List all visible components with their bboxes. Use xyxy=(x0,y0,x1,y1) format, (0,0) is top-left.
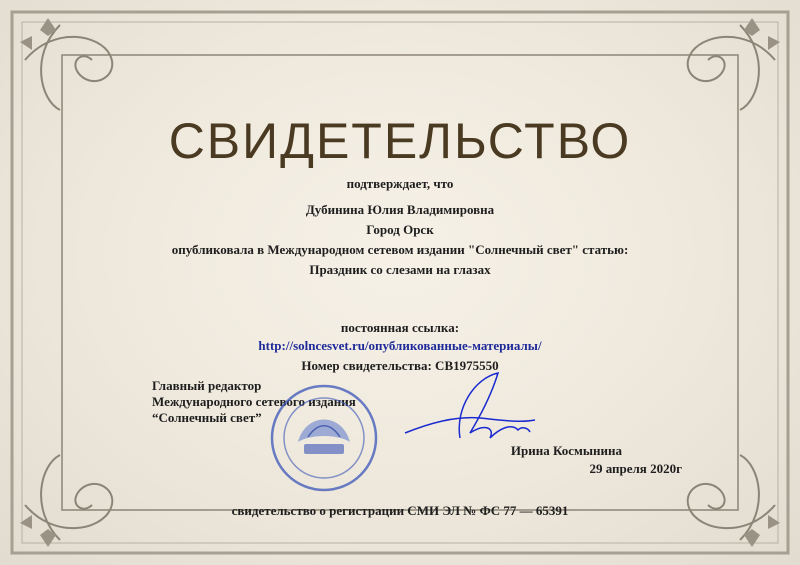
editor-title-line3: “Солнечный свет” xyxy=(152,410,262,425)
published-statement: опубликовала в Международном сетевом издании "Солнечный свет" статью: xyxy=(171,242,629,257)
certificate-title: СВИДЕТЕЛЬСТВО xyxy=(168,113,632,169)
signature-mark xyxy=(400,368,540,448)
editor-title-line2: Международного сетевого издания xyxy=(152,394,356,409)
publication-stamp xyxy=(268,382,380,494)
certificate-number: Номер свидетельства: СВ1975550 xyxy=(301,358,499,373)
article-title: Праздник со слезами на глазах xyxy=(309,262,491,277)
recipient-city: Город Орск xyxy=(366,222,434,237)
editor-title-line1: Главный редактор xyxy=(152,378,262,393)
issue-date: 29 апреля 2020г xyxy=(589,461,682,476)
permalink-url[interactable]: http://solncesvet.ru/опубликованные-материалы/ xyxy=(258,338,542,353)
recipient-name: Дубинина Юлия Владимировна xyxy=(305,202,495,217)
confirms-text: подтверждает, что xyxy=(346,176,454,191)
permalink-label: постоянная ссылка: xyxy=(340,320,460,335)
signer-name: Ирина Космынина xyxy=(510,443,622,458)
registration-text: свидетельство о регистрации СМИ ЭЛ № ФС 77 — 65391 xyxy=(231,503,569,518)
